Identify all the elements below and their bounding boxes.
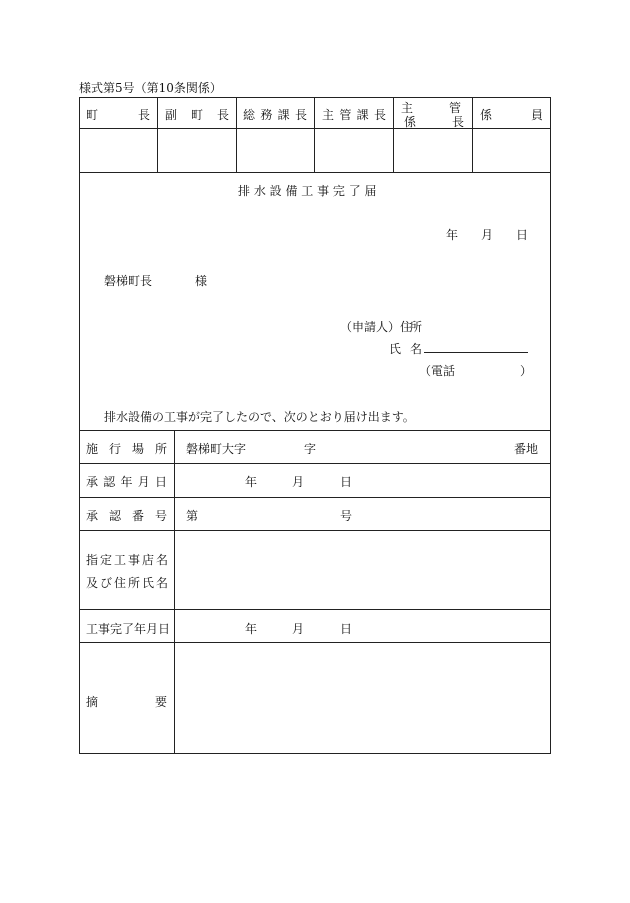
address-label: 所 (410, 320, 423, 334)
phone-field[interactable] (458, 360, 518, 376)
completion-month: 月 (292, 622, 305, 636)
stamp-cell-section-chief[interactable] (315, 129, 393, 172)
location-label: 施 行 場 所 (86, 442, 167, 456)
approval-day: 日 (340, 475, 353, 489)
location-banchi: 番地 (514, 442, 539, 456)
summary-label: 摘 要 (86, 695, 167, 709)
name-label-1: 氏 (389, 342, 402, 356)
stamp-cell-manager[interactable] (394, 129, 472, 172)
addressee: 磐梯町長 (104, 274, 153, 288)
applicant-address-label: （申請人）住 (340, 320, 413, 334)
name-label-2: 名 (410, 342, 423, 356)
approval-number-prefix: 第 (186, 509, 199, 523)
date-year: 年 (446, 228, 459, 242)
location-aza: 字 (304, 442, 317, 456)
date-day: 日 (516, 228, 529, 242)
contractor-label-1: 指定工事店名 (86, 553, 171, 567)
approval-date-label: 承 認 年 月 日 (86, 475, 167, 489)
completion-day: 日 (340, 622, 353, 636)
name-field[interactable] (424, 338, 528, 353)
stamp-cell-general-affairs[interactable] (237, 129, 314, 172)
approval-number-suffix: 号 (340, 509, 353, 523)
phone-label: （電話 (419, 364, 456, 378)
stamp-header-manager-bottom: 係 長 (404, 115, 464, 129)
date-month: 月 (481, 228, 494, 242)
stamp-header-manager-top: 主 管 (401, 101, 461, 115)
stamp-header-staff: 係 員 (480, 108, 543, 122)
contractor-label-2: 及び住所氏名 (86, 576, 171, 590)
stamp-header-general-affairs: 総 務 課 長 (243, 108, 307, 122)
phone-close: ） (520, 364, 533, 378)
form-number: 様式第5号（第10条関係） (79, 81, 222, 95)
location-field[interactable] (250, 436, 510, 458)
summary-field[interactable] (176, 644, 549, 752)
contractor-field[interactable] (176, 532, 549, 608)
approval-number-field[interactable] (202, 503, 336, 525)
address-field[interactable] (426, 316, 528, 332)
approval-month: 月 (292, 475, 305, 489)
completion-year: 年 (245, 622, 258, 636)
addressee-suffix: 様 (195, 274, 208, 288)
statement: 排水設備の工事が完了したので、次のとおり届け出ます。 (104, 410, 415, 424)
stamp-cell-mayor[interactable] (80, 129, 157, 172)
stamp-header-mayor: 町 長 (86, 108, 150, 122)
location-prefix: 磐梯町大字 (186, 442, 247, 456)
stamp-header-section-chief: 主 管 課 長 (322, 108, 386, 122)
form-title: 排 水 設 備 工 事 完 了 届 (238, 184, 377, 198)
completion-date-label: 工事完了年月日 (86, 622, 171, 636)
approval-year: 年 (245, 475, 258, 489)
stamp-cell-staff[interactable] (473, 129, 550, 172)
stamp-cell-deputy-mayor[interactable] (158, 129, 236, 172)
approval-number-label: 承 認 番 号 (86, 509, 167, 523)
stamp-header-deputy-mayor: 副 町 長 (165, 108, 229, 122)
